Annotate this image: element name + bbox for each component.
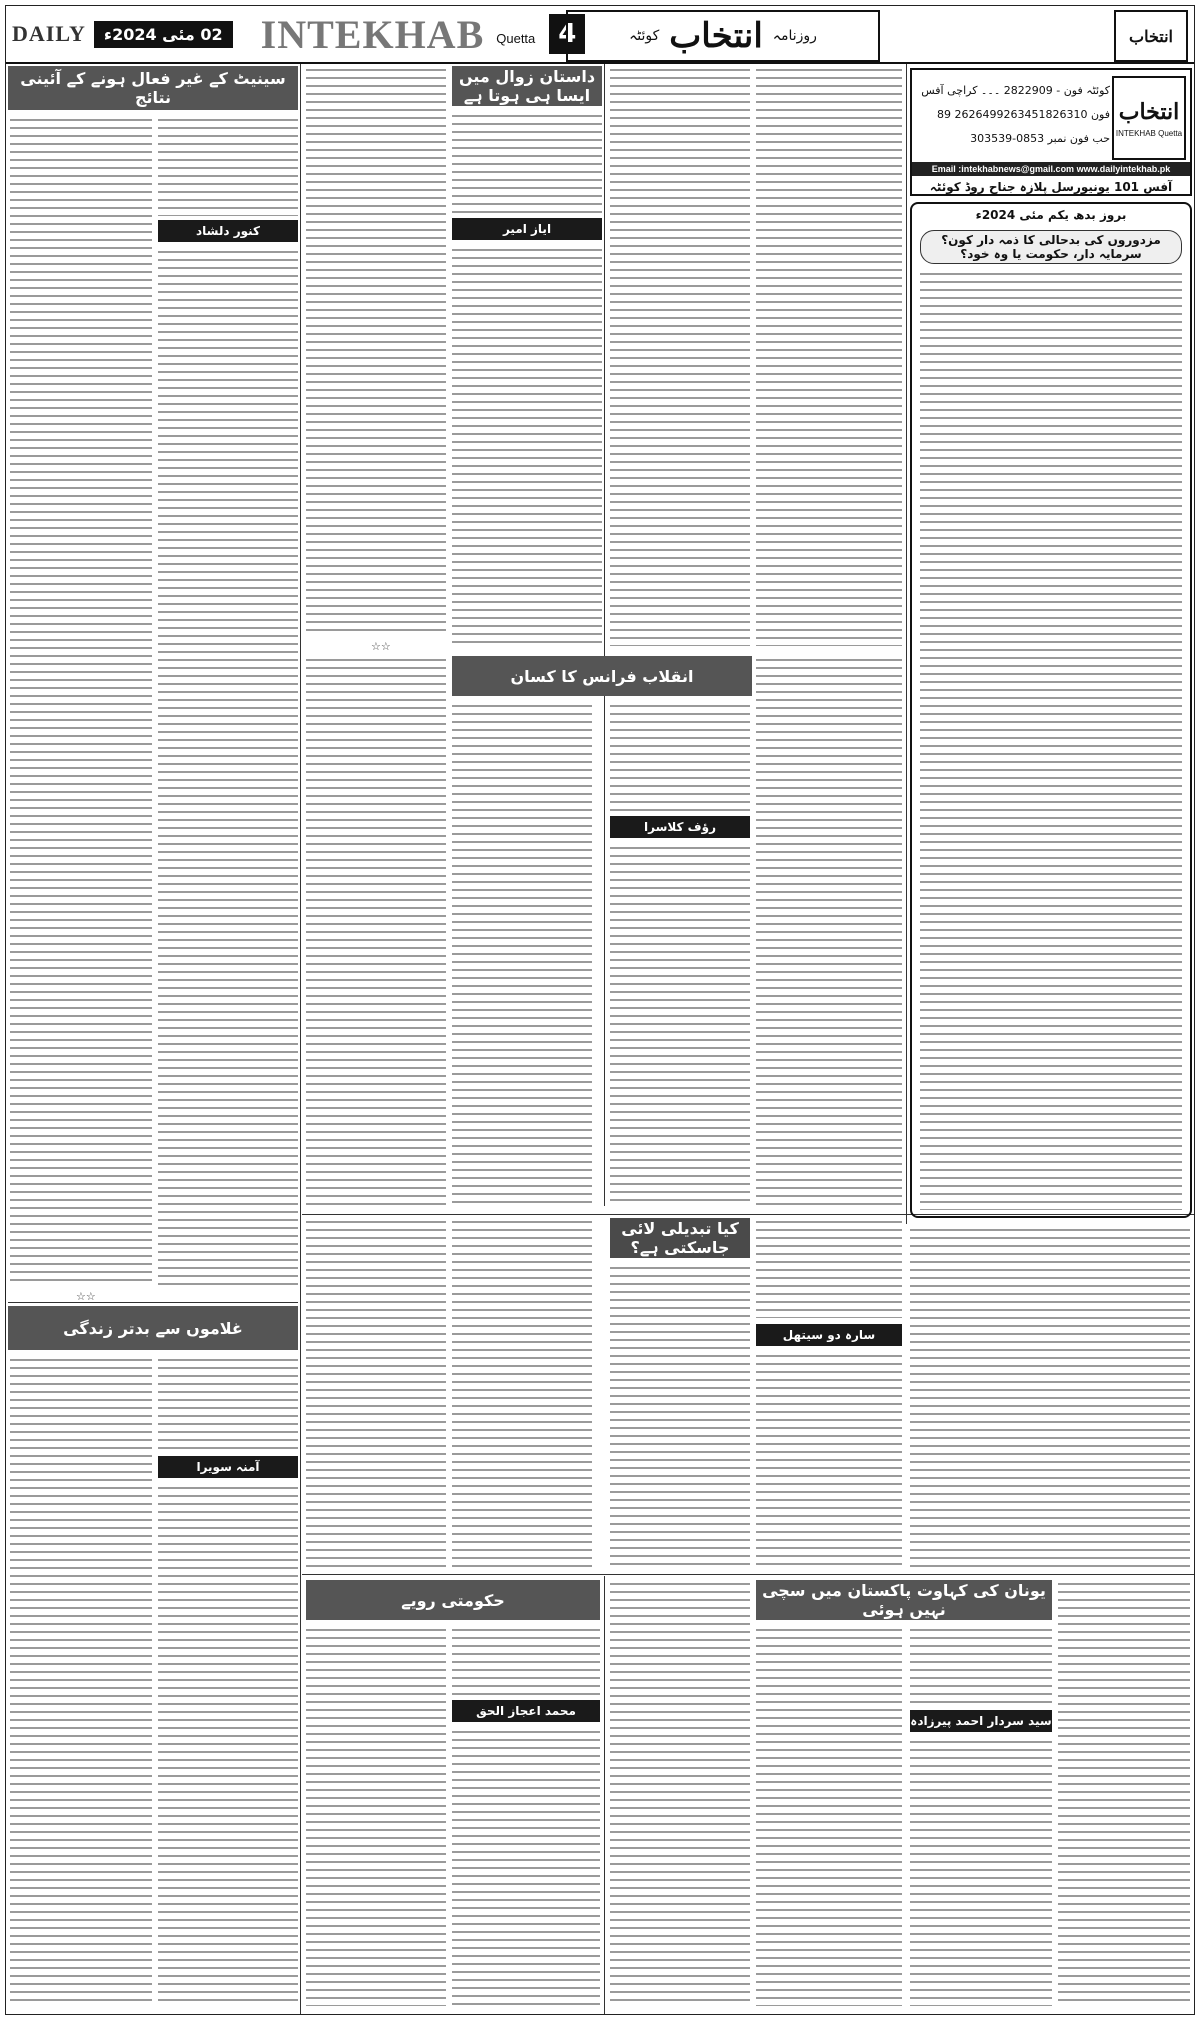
editorial-box (910, 202, 1192, 1218)
article-text (10, 1356, 152, 2004)
headline-govt: حکومتی رویے (306, 1580, 600, 1620)
masthead-brand: INTEKHAB (260, 11, 485, 57)
article-text (910, 1738, 1052, 2006)
author-greece: سید سردار احمد پیرزادہ (910, 1710, 1052, 1732)
headline-france: انقلاب فرانس کا کسان (452, 656, 752, 696)
article-text (756, 66, 902, 646)
masthead-logo: انتخاب (1114, 10, 1188, 62)
article-text (910, 1626, 1052, 1706)
section-rule (302, 1574, 1194, 1575)
editorial-date: بروز بدھ یکم مئی 2024ء (975, 208, 1127, 222)
article-text (158, 116, 298, 216)
article-text (306, 1626, 446, 2006)
masthead-city: Quetta (496, 30, 536, 46)
newspaper-page (5, 5, 1195, 2015)
urdu-masthead-city: کوئٹہ (629, 28, 660, 44)
contact-logo-text: انتخاب (1118, 98, 1180, 125)
article-text (452, 112, 602, 216)
author-change: سارہ دو سیتھل (756, 1324, 902, 1346)
article-text (1058, 1580, 1190, 2006)
article-text (610, 66, 750, 646)
masthead-date: 02 مئی 2024ء (94, 21, 233, 48)
article-text (452, 702, 592, 1206)
article-text (452, 1626, 600, 1696)
author-slaves: آمنہ سویرا (158, 1456, 298, 1478)
article-text (158, 1484, 298, 2004)
editorial-title: مزدوروں کی بدحالی کا ذمہ دار کون؟ سرمایہ دار، حکومت یا وہ خود؟ (920, 230, 1182, 264)
article-text (452, 246, 602, 646)
urdu-masthead-name: انتخاب (669, 16, 763, 56)
article-text (452, 1728, 600, 2006)
article-text (610, 1264, 750, 1570)
urdu-masthead (566, 10, 880, 62)
column-rule (604, 1576, 605, 2014)
separator-stars: ☆☆ (371, 640, 391, 653)
article-text (756, 1218, 902, 1318)
author-govt: محمد اعجاز الحق (452, 1700, 600, 1722)
article-text (158, 1356, 298, 1452)
article-text (306, 1218, 446, 1570)
column-rule (906, 64, 907, 1224)
contact-logo-caption: INTEKHAB Quetta (1115, 128, 1183, 138)
article-text (306, 656, 446, 1206)
editorial-text (920, 270, 1182, 1210)
urdu-masthead-small: روزنامہ (772, 28, 817, 44)
headline-senate: سینیٹ کے غیر فعال ہونے کے آئینی نتائج (8, 66, 298, 110)
article-text (158, 248, 298, 1288)
article-text (610, 1580, 750, 2006)
column-rule (604, 64, 605, 1206)
contact-box (910, 68, 1192, 196)
article-text (756, 656, 902, 1206)
separator-stars: ☆☆ (76, 1290, 96, 1303)
page-number: 4 (549, 14, 585, 54)
contact-hub-phone: حب فون نمبر 0853-303539 (970, 132, 1110, 145)
article-text (452, 1218, 592, 1570)
masthead-daily: DAILY (12, 21, 86, 46)
article-text (306, 66, 446, 636)
contact-email: Email :intekhabnews@gmail.com www.dailyintekhab.pk (912, 162, 1190, 176)
masthead (6, 6, 1194, 64)
author-senate: کنور دلشاد (158, 220, 298, 242)
headline-decline: داستان زوال میں ایسا ہی ہوتا ہے (452, 66, 602, 106)
headline-slaves: غلاموں سے بدتر زندگی (8, 1306, 298, 1350)
contact-phones: فون 2626499263451826310 89 (937, 108, 1110, 121)
article-text (756, 1352, 902, 1570)
article-text (10, 116, 152, 1286)
author-decline: ایاز امیر (452, 218, 602, 240)
contact-quetta-phone: کوئٹہ فون - 2822909 ۔۔۔ کراچی آفس (921, 84, 1110, 97)
article-text (910, 1226, 1190, 1570)
headline-greece: یونان کی کہاوت پاکستان میں سچی نہیں ہوئی (756, 1580, 1052, 1620)
contact-logo (1112, 76, 1186, 160)
article-text (610, 702, 750, 812)
contact-address: آفس 101 یونیورسل پلازہ جناح روڈ کوئٹہ (929, 180, 1173, 194)
headline-change: کیا تبدیلی لائی جاسکتی ہے؟ (610, 1218, 750, 1258)
article-text (610, 844, 750, 1206)
article-text (756, 1626, 902, 2006)
column-rule (300, 64, 301, 2014)
author-france: رؤف کلاسرا (610, 816, 750, 838)
section-rule (8, 1302, 298, 1303)
